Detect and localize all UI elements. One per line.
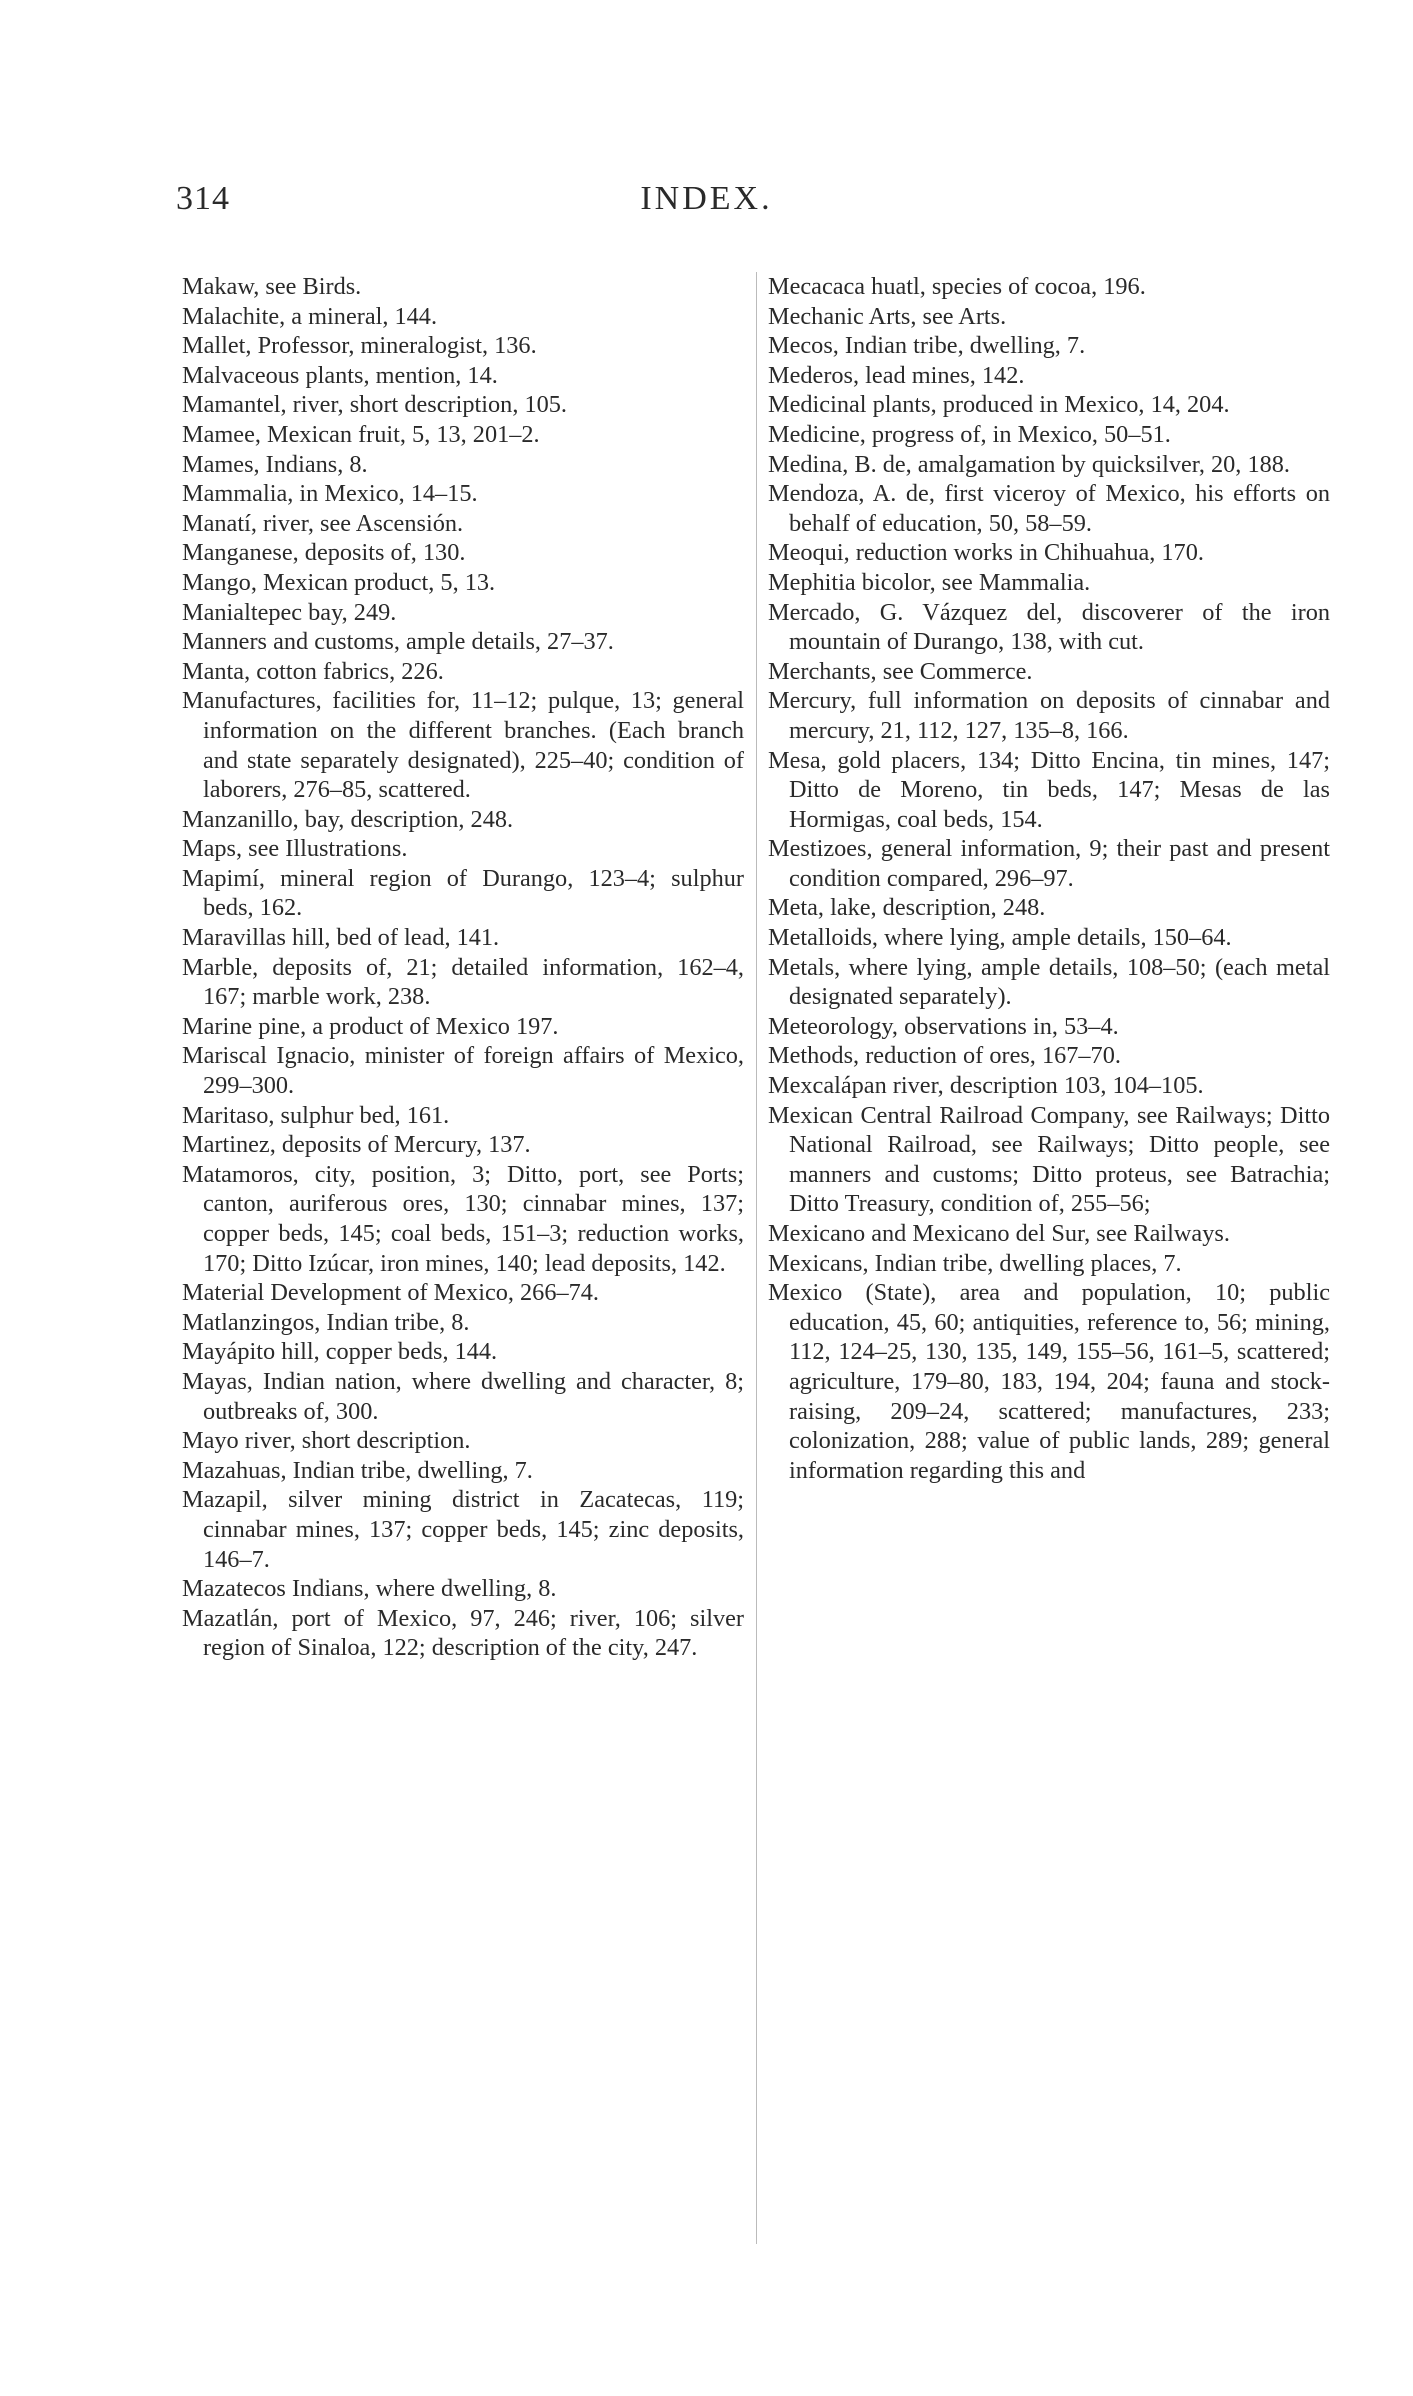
index-entry: Mango, Mexican product, 5, 13.	[182, 568, 496, 596]
index-entry: Mapimí, mineral region of Durango, 123–4; sulphur beds, 162.	[182, 864, 744, 922]
index-entry: Mestizoes, general information, 9; their past and present condition compared, 296–97.	[768, 835, 1330, 892]
index-entry: Manta, cotton fabrics, 226.	[182, 657, 444, 685]
index-entry: Meta, lake, description, 248.	[768, 894, 1046, 922]
index-entry: Manatí, river, see Ascensión.	[182, 509, 464, 537]
index-entry: Manialtepec bay, 249.	[182, 598, 397, 626]
index-entry: Mayápito hill, copper beds, 144.	[182, 1338, 498, 1366]
index-entry: Merchants, see Commerce.	[768, 657, 1033, 685]
index-entry: Malachite, a mineral, 144.	[182, 302, 438, 330]
index-entry: Manganese, deposits of, 130.	[182, 539, 466, 567]
index-entry: Marine pine, a product of Mexico 197.	[182, 1012, 559, 1040]
column-divider	[756, 272, 757, 2244]
index-entry: Mayo river, short description.	[182, 1427, 471, 1455]
index-entry: Mamee, Mexican fruit, 5, 13, 201–2.	[182, 420, 540, 448]
index-entry: Mercury, full information on deposits of cinnabar and mercury, 21, 112, 127, 135–8, 166.	[768, 687, 1330, 744]
index-entry: Meoqui, reduction works in Chihuahua, 170.	[768, 539, 1204, 567]
index-entry: Maritaso, sulphur bed, 161.	[182, 1101, 450, 1129]
index-entry: Mendoza, A. de, first viceroy of Mexico, his efforts on behalf of education, 50, 58–59.	[768, 480, 1330, 537]
index-entry: Matamoros, city, position, 3; Ditto, port, see Ports; canton, auriferous ores, 130; cinnabar mines, 137; copper beds, 145; coal beds, 151–3; reduction works, 170; Ditto Izúcar, iron mines, 140; lead deposits, 142.	[182, 1160, 744, 1277]
index-entry: Mamantel, river, short description, 105.	[182, 391, 567, 419]
running-title: INDEX.	[640, 180, 773, 217]
index-entry: Methods, reduction of ores, 167–70.	[768, 1042, 1121, 1070]
index-entry: Mazahuas, Indian tribe, dwelling, 7.	[182, 1456, 533, 1484]
index-entry: Mechanic Arts, see Arts.	[768, 302, 1007, 330]
index-entry: Mazatecos Indians, where dwelling, 8.	[182, 1575, 557, 1603]
index-column-left	[182, 272, 744, 1663]
index-entry: Mallet, Professor, mineralogist, 136.	[182, 332, 537, 360]
index-column-right	[768, 272, 1330, 1485]
index-entry: Mammalia, in Mexico, 14–15.	[182, 480, 478, 508]
index-entry: Marble, deposits of, 21; detailed information, 162–4, 167; marble work, 238.	[182, 953, 744, 1011]
index-entry: Medina, B. de, amalgamation by quicksilver, 20, 188.	[768, 450, 1290, 478]
index-entry: Mexico (State), area and population, 10; public education, 45, 60; antiquities, reference to, 56; mining, 112, 124–25, 130, 135, 149, 155–56, 161–5, scattered; agriculture, 179–80, 183, 194, 204; fauna and stock-raising, 209–24, scattered; manufactures, 233; colonization, 288; value of public lands, 289; general information regarding this and	[768, 1279, 1330, 1484]
index-entry: Medicine, progress of, in Mexico, 50–51.	[768, 420, 1171, 448]
index-entry: Makaw, see Birds.	[182, 273, 362, 300]
index-entry: Medicinal plants, produced in Mexico, 14, 204.	[768, 391, 1230, 419]
index-entry: Matlanzingos, Indian tribe, 8.	[182, 1308, 470, 1336]
index-entry: Mexcalápan river, description 103, 104–105.	[768, 1072, 1204, 1100]
index-entry: Mariscal Ignacio, minister of foreign affairs of Mexico, 299–300.	[182, 1042, 744, 1100]
index-entry: Manzanillo, bay, description, 248.	[182, 805, 514, 833]
index-entry: Mesa, gold placers, 134; Ditto Encina, tin mines, 147; Ditto de Moreno, tin beds, 147; Mesas de las Hormigas, coal beds, 154.	[768, 746, 1330, 833]
index-entry: Material Development of Mexico, 266–74.	[182, 1279, 599, 1307]
index-entry: Mederos, lead mines, 142.	[768, 361, 1025, 389]
index-entry: Manners and customs, ample details, 27–37.	[182, 628, 614, 656]
index-entry: Maps, see Illustrations.	[182, 835, 408, 863]
page-header	[0, 180, 1413, 230]
index-entry: Mames, Indians, 8.	[182, 450, 368, 478]
index-entry: Mephitia bicolor, see Mammalia.	[768, 568, 1091, 596]
index-entry: Mexican Central Railroad Company, see Railways; Ditto National Railroad, see Railways; Ditto people, see manners and customs; Ditto proteus, see Batrachia; Ditto Treasury, condition of, 255–56;	[768, 1101, 1330, 1218]
index-entry: Metals, where lying, ample details, 108–50; (each metal designated separately).	[768, 953, 1330, 1011]
index-entry: Mexicano and Mexicano del Sur, see Railways.	[768, 1220, 1230, 1247]
index-entry: Mecos, Indian tribe, dwelling, 7.	[768, 332, 1086, 360]
index-entry: Mercado, G. Vázquez del, discoverer of the iron mountain of Durango, 138, with cut.	[768, 598, 1330, 656]
index-entry: Mexicans, Indian tribe, dwelling places, 7.	[768, 1249, 1182, 1277]
index-entry: Meteorology, observations in, 53–4.	[768, 1012, 1119, 1040]
index-entry: Mazapil, silver mining district in Zacatecas, 119; cinnabar mines, 137; copper beds, 145; zinc deposits, 146–7.	[182, 1486, 744, 1573]
index-entry: Mayas, Indian nation, where dwelling and character, 8; outbreaks of, 300.	[182, 1367, 744, 1425]
index-entry: Martinez, deposits of Mercury, 137.	[182, 1131, 531, 1159]
page-number: 314	[176, 180, 230, 217]
index-entry: Mazatlán, port of Mexico, 97, 246; river, 106; silver region of Sinaloa, 122; description of the city, 247.	[182, 1604, 744, 1662]
index-entry: Maravillas hill, bed of lead, 141.	[182, 924, 500, 952]
index-entry: Mecacaca huatl, species of cocoa, 196.	[768, 273, 1146, 300]
index-entry: Manufactures, facilities for, 11–12; pulque, 13; general information on the different branches. (Each branch and state separately designated), 225–40; condition of laborers, 276–85, scattered.	[182, 687, 744, 804]
index-entry: Malvaceous plants, mention, 14.	[182, 361, 498, 389]
index-entry: Metalloids, where lying, ample details, 150–64.	[768, 924, 1232, 952]
